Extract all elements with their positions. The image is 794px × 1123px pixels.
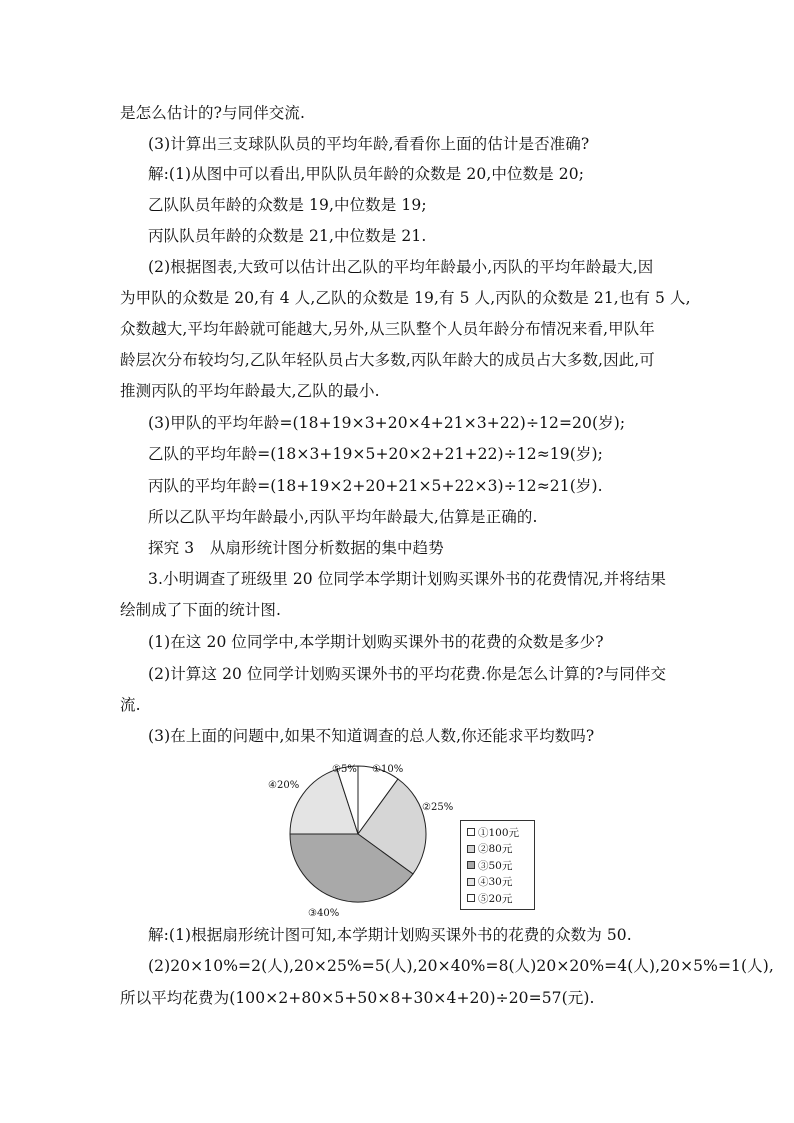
text-line: 解:(1)从图中可以看出,甲队队员年龄的众数是 20,中位数是 20; bbox=[148, 165, 585, 183]
legend-label: ⑤20元 bbox=[478, 892, 513, 905]
text-line: 丙队队员年龄的众数是 21,中位数是 21. bbox=[148, 227, 427, 245]
slice-label: ⑤5% bbox=[332, 764, 357, 775]
legend-item bbox=[467, 824, 534, 841]
section-heading: 探究 3 从扇形统计图分析数据的集中趋势 bbox=[148, 539, 444, 557]
text-line: (2)计算这 20 位同学计划购买课外书的平均花费.你是怎么计算的?与同伴交 bbox=[148, 665, 667, 683]
pie-chart bbox=[260, 748, 560, 918]
text-line: 是怎么估计的?与同伴交流. bbox=[120, 104, 306, 122]
text-line: 流. bbox=[120, 696, 141, 714]
text-line: 龄层次分布较均匀,乙队年轻队员占大多数,丙队年龄大的成员占大多数,因此,可 bbox=[120, 351, 655, 369]
legend-item bbox=[467, 841, 534, 858]
slice-label: ①10% bbox=[372, 764, 404, 775]
text-line: 解:(1)根据扇形统计图可知,本学期计划购买课外书的花费的众数为 50. bbox=[148, 926, 632, 944]
text-line: 乙队的平均年龄=(18×3+19×5+20×2+21+22)÷12≈19(岁); bbox=[148, 445, 603, 463]
text-line: 为甲队的众数是 20,有 4 人,乙队的众数是 19,有 5 人,丙队的众数是 21,也有 5 人, bbox=[120, 289, 691, 307]
text-line: (3)甲队的平均年龄=(18+19×3+20×4+21×3+22)÷12=20(岁); bbox=[148, 414, 626, 432]
text-line: 所以平均花费为(100×2+80×5+50×8+30×4+20)÷20=57(元). bbox=[120, 989, 595, 1007]
legend-item bbox=[467, 890, 534, 907]
text-line: (2)20×10%=2(人),20×25%=5(人),20×40%=8(人)20×20%=4(人),20×5%=1(人), bbox=[148, 957, 774, 975]
legend-label: ②80元 bbox=[478, 843, 513, 856]
legend-swatch bbox=[467, 845, 475, 853]
text-line: (3)在上面的问题中,如果不知道调查的总人数,你还能求平均数吗? bbox=[148, 727, 595, 745]
legend-item bbox=[467, 874, 534, 891]
text-line: (2)根据图表,大致可以估计出乙队的平均年龄最小,丙队的平均年龄最大,因 bbox=[148, 258, 654, 276]
legend-item bbox=[467, 857, 534, 874]
legend-label: ④30元 bbox=[478, 876, 513, 889]
text-line: 众数越大,平均年龄就可能越大,另外,从三队整个人员年龄分布情况来看,甲队年 bbox=[120, 320, 655, 338]
slice-label: ④20% bbox=[268, 780, 300, 791]
text-line: 所以乙队平均年龄最小,丙队平均年龄最大,估算是正确的. bbox=[148, 508, 538, 526]
text-line: 3.小明调查了班级里 20 位同学本学期计划购买课外书的花费情况,并将结果 bbox=[148, 570, 666, 588]
legend-swatch bbox=[467, 878, 475, 886]
legend-label: ①100元 bbox=[478, 826, 520, 839]
chart-legend bbox=[460, 820, 535, 910]
text-line: 丙队的平均年龄=(18+19×2+20+21×5+22×3)÷12≈21(岁). bbox=[148, 477, 603, 495]
legend-swatch bbox=[467, 861, 475, 869]
text-line: 推测丙队的平均年龄最大,乙队的最小. bbox=[120, 382, 380, 400]
slice-label: ③40% bbox=[308, 908, 340, 918]
text-line: 乙队队员年龄的众数是 19,中位数是 19; bbox=[148, 196, 427, 214]
text-line: (3)计算出三支球队队员的平均年龄,看看你上面的估计是否准确? bbox=[148, 135, 590, 153]
legend-label: ③50元 bbox=[478, 859, 513, 872]
legend-swatch bbox=[467, 894, 475, 902]
legend-swatch bbox=[467, 828, 475, 836]
text-line: 绘制成了下面的统计图. bbox=[120, 601, 282, 619]
slice-label: ②25% bbox=[422, 802, 454, 813]
text-line: (1)在这 20 位同学中,本学期计划购买课外书的花费的众数是多少? bbox=[148, 633, 604, 651]
